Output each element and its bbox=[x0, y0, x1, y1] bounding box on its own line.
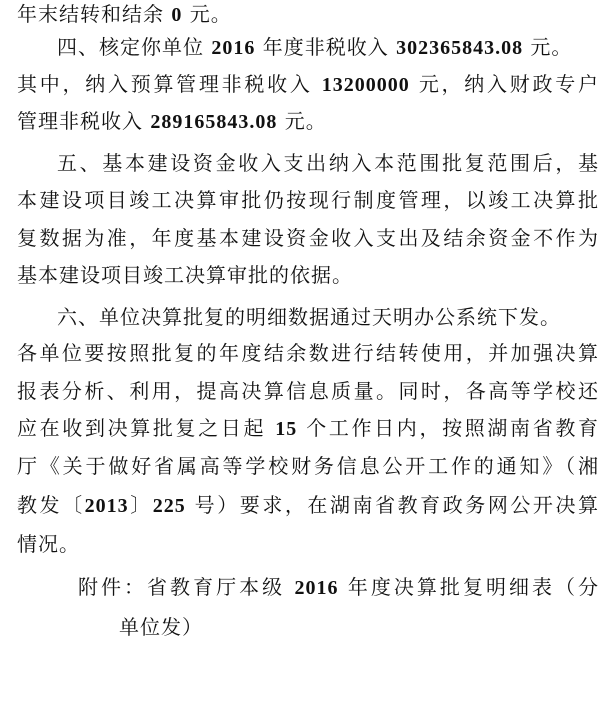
numeric-figure: 2016 bbox=[294, 577, 339, 599]
text-line-13: 厅《关于做好省属高等学校财务信息公开工作的通知》（湘 bbox=[17, 454, 599, 478]
attachment-line-2: 单位发） bbox=[119, 615, 203, 639]
numeric-figure: 2016 bbox=[211, 37, 256, 59]
text-line-7: 复数据为准，年度基本建设资金收入支出及结余资金不作为 bbox=[17, 226, 599, 250]
numeric-figure: 13200000 bbox=[321, 74, 410, 96]
text-line-10: 各单位要按照批复的年度结余数进行结转使用，并加强决算 bbox=[17, 341, 599, 365]
text-line-2: 四、核定你单位 2016 年度非税收入 302365843.08 元。 bbox=[57, 35, 573, 59]
numeric-figure: 302365843.08 bbox=[396, 37, 524, 59]
text-line-12: 应在收到决算批复之日起 15 个工作日内，按照湖南省教育 bbox=[17, 416, 600, 440]
numeric-figure: 2013 bbox=[84, 495, 129, 517]
text-line-9: 六、单位决算批复的明细数据通过天明办公系统下发。 bbox=[57, 305, 561, 329]
text-line-15: 情况。 bbox=[17, 532, 80, 556]
text-line-4: 管理非税收入 289165843.08 元。 bbox=[17, 109, 327, 133]
text-line-1: 年末结转和结余 0 元。 bbox=[17, 2, 232, 26]
numeric-figure: 15 bbox=[275, 418, 298, 440]
text-line-14: 教发〔2013〕225 号）要求，在湖南省教育政务网公开决算 bbox=[17, 493, 600, 517]
numeric-figure: 289165843.08 bbox=[150, 111, 278, 133]
text-line-6: 本建设项目竣工决算审批仍按现行制度管理，以竣工决算批 bbox=[17, 188, 599, 212]
numeric-figure: 0 bbox=[171, 4, 183, 26]
text-line-8: 基本建设项目竣工决算审批的依据。 bbox=[17, 263, 353, 287]
text-line-5: 五、基本建设资金收入支出纳入本范围批复范围后，基 bbox=[57, 151, 599, 175]
text-line-11: 报表分析、利用，提高决算信息质量。同时，各高等学校还 bbox=[17, 379, 599, 403]
attachment-line-1: 附件：省教育厅本级 2016 年度决算批复明细表（分 bbox=[78, 575, 600, 599]
text-line-3: 其中，纳入预算管理非税收入 13200000 元，纳入财政专户 bbox=[17, 72, 599, 96]
numeric-figure: 225 bbox=[152, 495, 186, 517]
